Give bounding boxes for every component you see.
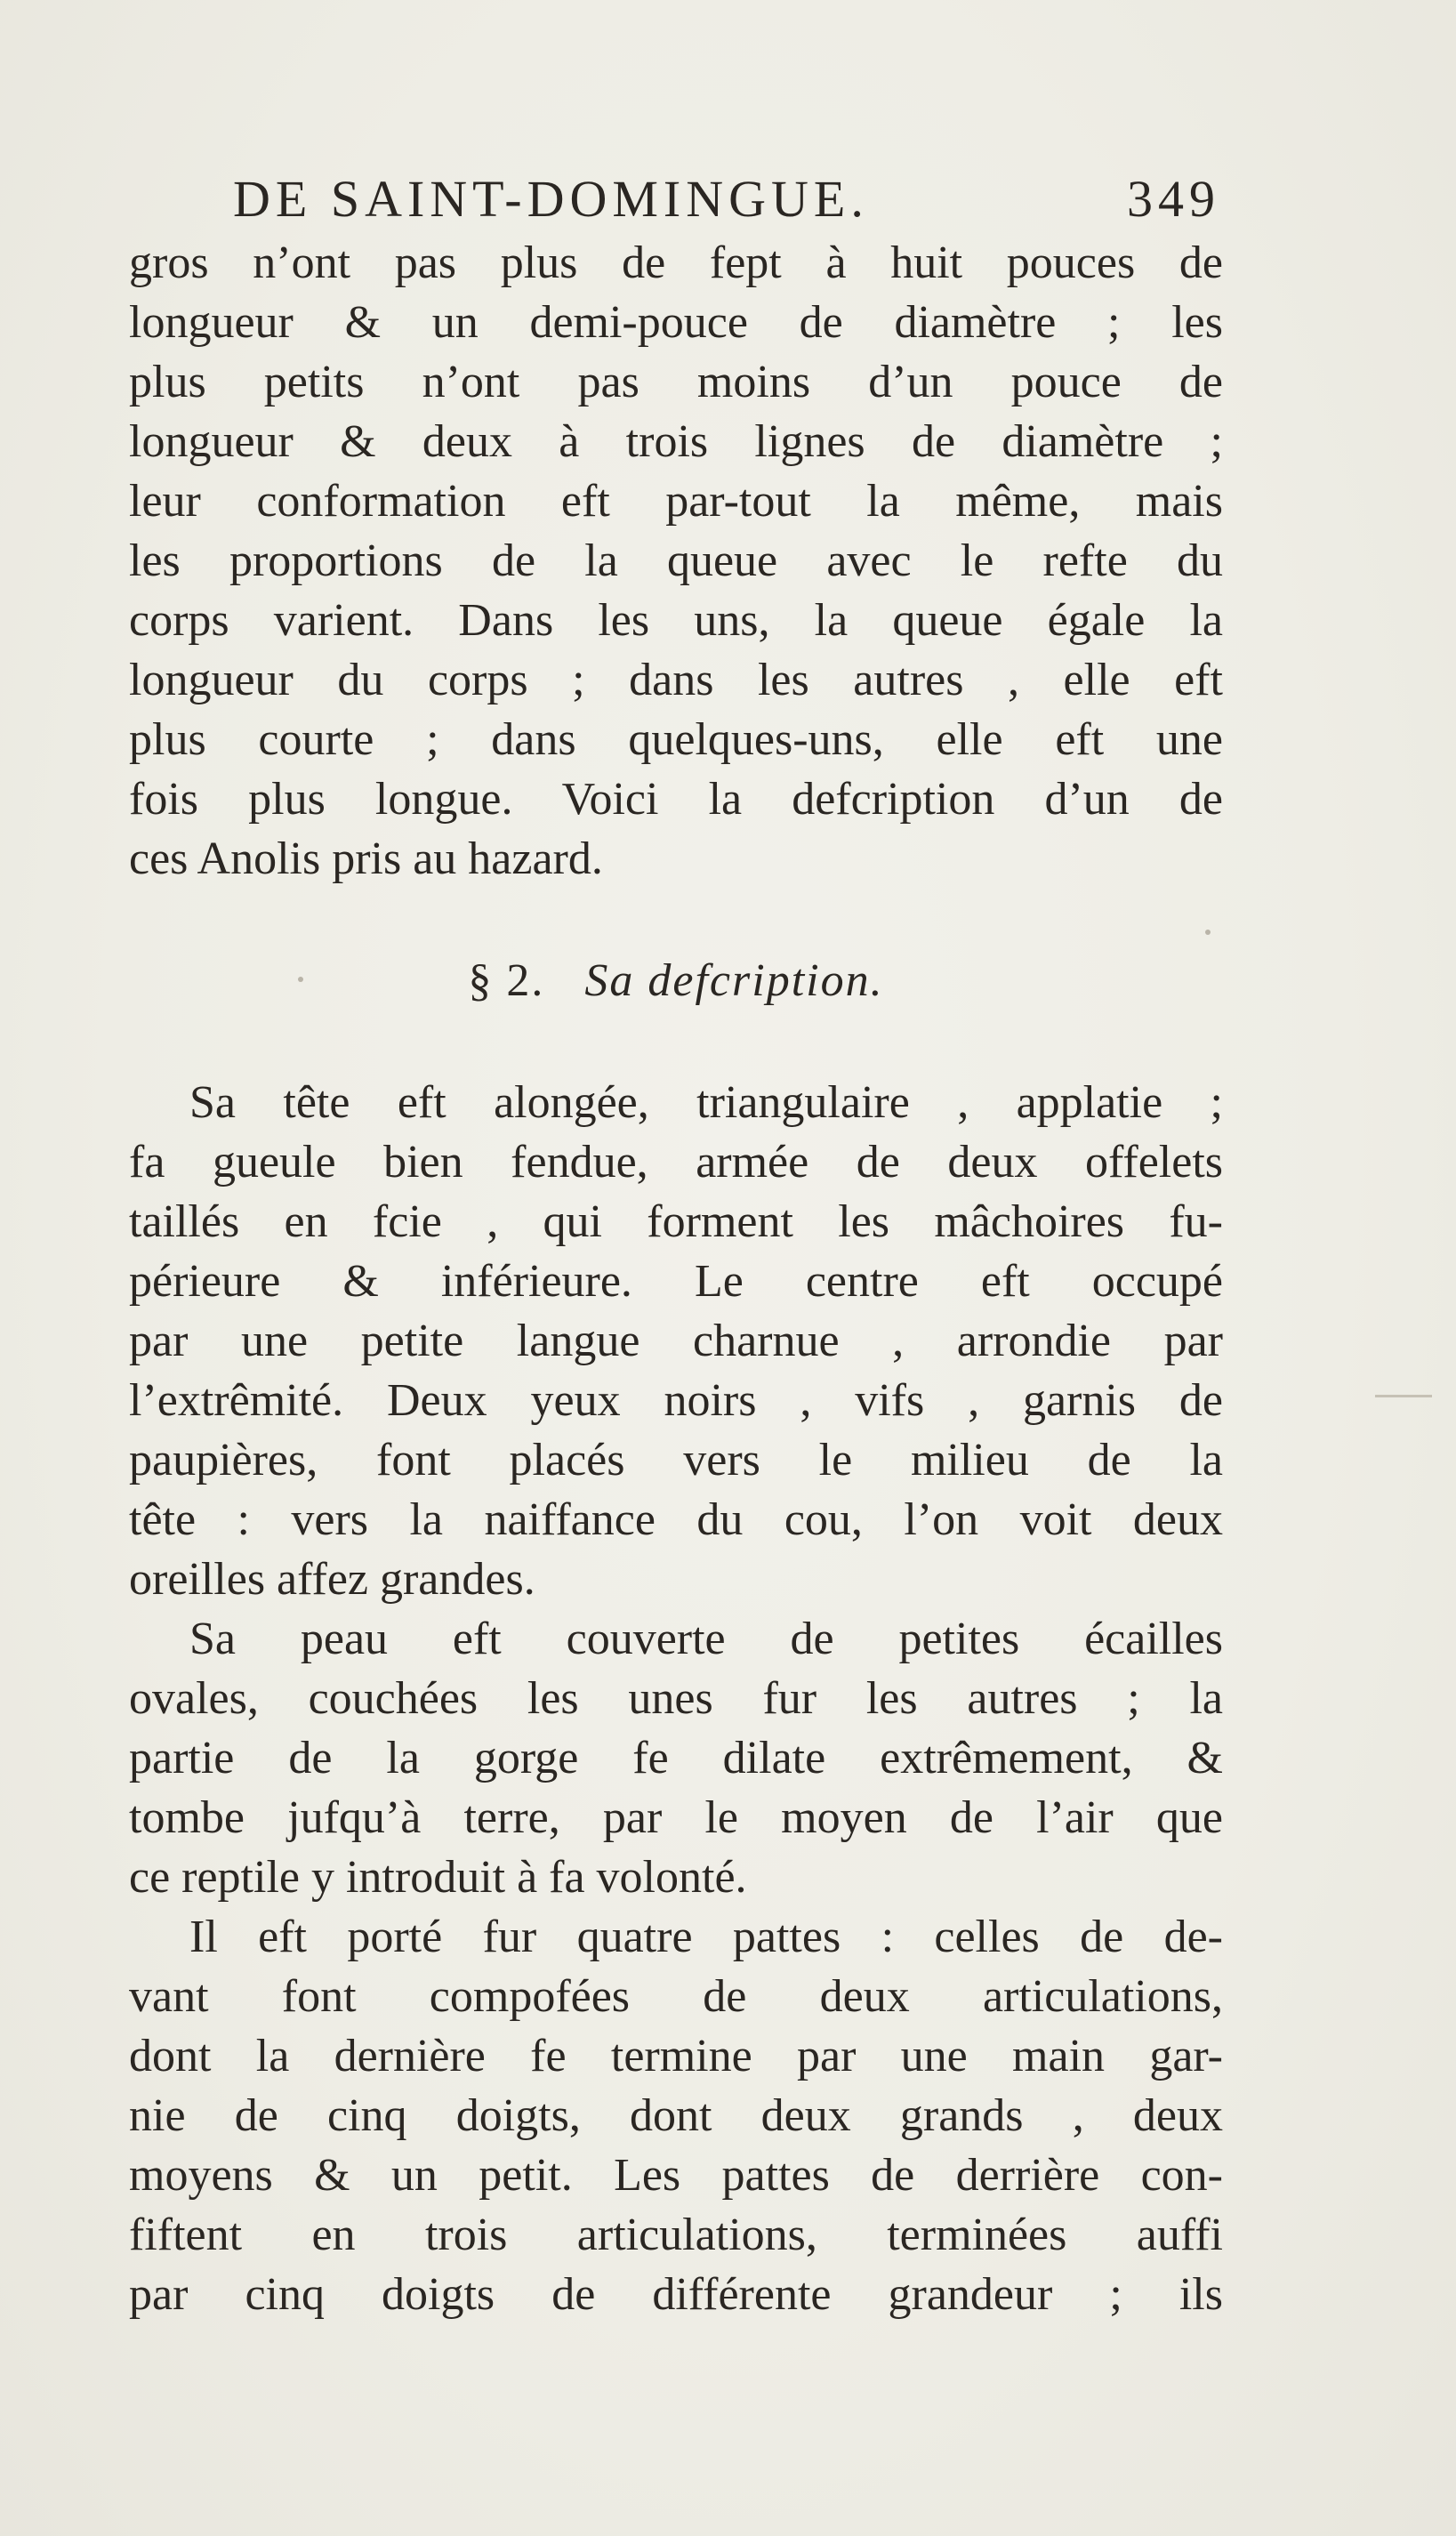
text-line: plus courte ; dans quelques-uns, elle eft une xyxy=(129,714,1223,765)
text-line: corps varient. Dans les uns, la queue égale la xyxy=(129,595,1223,646)
text-line: par cinq doigts de différente grandeur ; ils xyxy=(129,2269,1223,2320)
page-number: 349 xyxy=(1127,170,1220,228)
text-line: Il eft porté fur quatre pattes : celles de de- xyxy=(189,1912,1223,1962)
section-number: § 2. xyxy=(468,955,545,1006)
text-line: paupières, font placés vers le milieu de la xyxy=(129,1435,1223,1485)
text-line: vant font compofées de deux articulations, xyxy=(129,1971,1223,2022)
text-line: nie de cinq doigts, dont deux grands , deux xyxy=(129,2090,1223,2141)
running-title: DE SAINT-DOMINGUE. xyxy=(233,170,869,228)
paragraph-1 xyxy=(129,233,1223,889)
text-line: fa gueule bien fendue, armée de deux offelets xyxy=(129,1137,1223,1187)
section-title: Sa defcription. xyxy=(584,955,884,1006)
text-line: périeure & inférieure. Le centre eft occupé xyxy=(129,1256,1223,1307)
paper-speck xyxy=(1205,930,1211,935)
text-line: Sa tête eft alongée, triangulaire , applatie ; xyxy=(189,1077,1223,1128)
text-line: les proportions de la queue avec le refte du xyxy=(129,535,1223,586)
text-line: ovales, couchées les unes fur les autres ; la xyxy=(129,1673,1223,1724)
text-line: moyens & un petit. Les pattes de derrière con- xyxy=(129,2150,1223,2201)
body-text xyxy=(129,233,1223,2324)
text-line: partie de la gorge fe dilate extrêmement, & xyxy=(129,1733,1223,1783)
text-line: plus petits n’ont pas moins d’un pouce de xyxy=(129,357,1223,407)
text-line: l’extrêmité. Deux yeux noirs , vifs , garnis de xyxy=(129,1375,1223,1426)
text-line: gros n’ont pas plus de fept à huit pouces de xyxy=(129,237,1223,288)
text-line: longueur & deux à trois lignes de diamètre ; xyxy=(129,416,1223,467)
text-line: tombe jufqu’à terre, par le moyen de l’air que xyxy=(129,1792,1223,1843)
margin-mark xyxy=(1375,1395,1432,1397)
text-line: Sa peau eft couverte de petites écailles xyxy=(189,1614,1223,1664)
text-line: par une petite langue charnue , arrondie par xyxy=(129,1316,1223,1366)
text-line: taillés en fcie , qui forment les mâchoires fu- xyxy=(129,1196,1223,1247)
section-heading xyxy=(129,951,1223,1010)
text-line: oreilles affez grandes. xyxy=(129,1554,535,1605)
paragraph-2 xyxy=(129,1073,1223,1609)
text-line: ces Anolis pris au hazard. xyxy=(129,833,603,884)
text-line: leur conformation eft par-tout la même, mais xyxy=(129,476,1223,527)
text-line: fois plus longue. Voici la defcription d’un de xyxy=(129,774,1223,825)
text-line: ce reptile y introduit à fa volonté. xyxy=(129,1852,747,1903)
paragraph-4 xyxy=(129,1907,1223,2324)
paper-speck xyxy=(298,977,303,982)
text-line: longueur du corps ; dans les autres , elle eft xyxy=(129,655,1223,705)
text-line: dont la dernière fe termine par une main gar- xyxy=(129,2031,1223,2081)
text-line: tête : vers la naiffance du cou, l’on voit deux xyxy=(129,1494,1223,1545)
text-line: fiftent en trois articulations, terminées auffi xyxy=(129,2210,1223,2260)
running-head xyxy=(233,169,1220,231)
paragraph-3 xyxy=(129,1609,1223,1907)
text-line: longueur & un demi-pouce de diamètre ; les xyxy=(129,297,1223,348)
